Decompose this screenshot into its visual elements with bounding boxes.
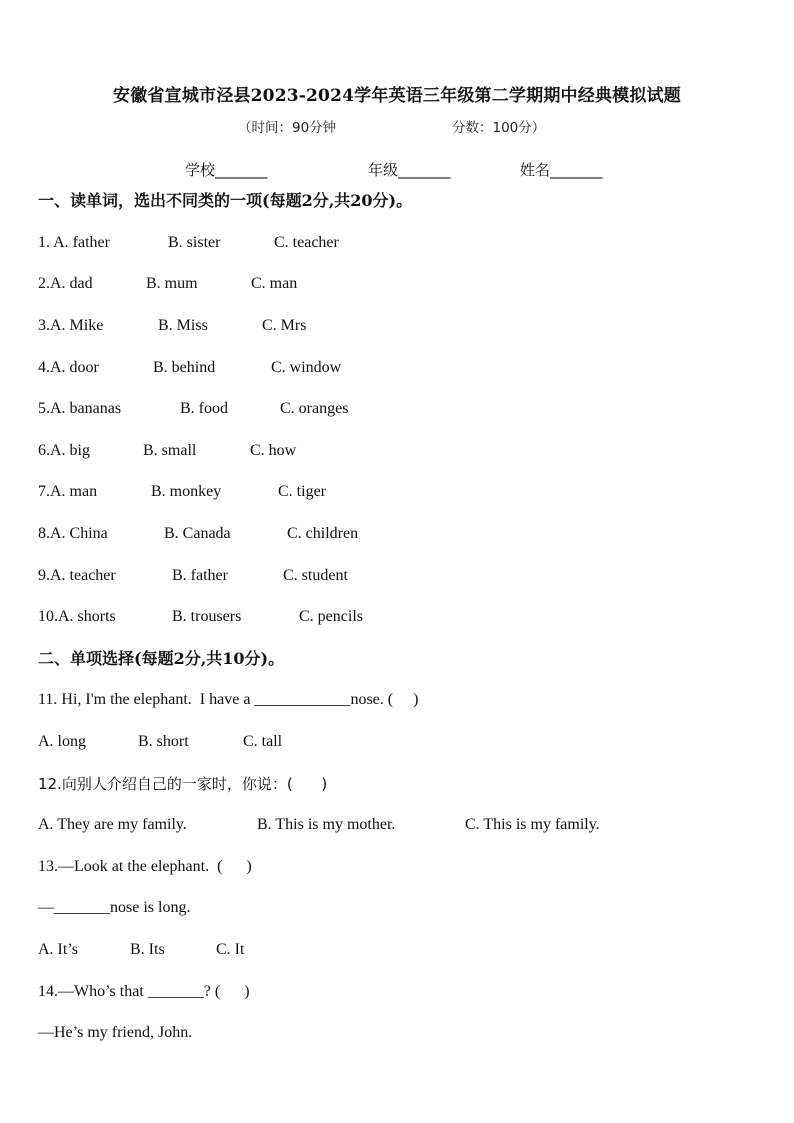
- question-13-stem: 13.—Look at the elephant. ( ): [38, 858, 252, 875]
- question-4-option-b: B. behind: [153, 359, 216, 376]
- question-6-option-b: B. small: [143, 442, 197, 459]
- question-2-option-a: 2.A. dad: [38, 275, 93, 292]
- question-4-option-c: C. window: [271, 359, 342, 376]
- question-8-option-a: 8.A. China: [38, 525, 108, 542]
- question-13-option-b: B. Its: [130, 941, 165, 958]
- question-8-option-c: C. children: [287, 525, 359, 542]
- question-1-option-a: 1. A. father: [38, 234, 110, 251]
- exam-score: 分数：100分）: [452, 120, 546, 136]
- exam-time: （时间：90分钟: [238, 120, 337, 136]
- question-14-line-2: —He’s my friend, John.: [38, 1024, 193, 1041]
- question-10-option-b: B. trousers: [172, 608, 242, 625]
- question-12-option-a: A. They are my family.: [38, 816, 187, 833]
- question-3-option-c: C. Mrs: [262, 317, 307, 334]
- question-7-option-c: C. tiger: [278, 483, 326, 500]
- question-12-option-b: B. This is my mother.: [257, 816, 396, 833]
- question-4-option-a: 4.A. door: [38, 359, 99, 376]
- exam-title: 安徽省宣城市泾县2023-2024学年英语三年级第二学期期中经典模拟试题: [113, 86, 681, 106]
- question-9-option-c: C. student: [283, 567, 348, 584]
- question-5-option-a: 5.A. bananas: [38, 400, 122, 417]
- question-6-option-c: C. how: [250, 442, 297, 459]
- grade-field: 年级_______: [368, 161, 451, 179]
- question-13-option-c: C. It: [216, 941, 245, 958]
- question-8-option-b: B. Canada: [164, 525, 231, 542]
- question-1-option-c: C. teacher: [274, 234, 339, 251]
- question-7-option-a: 7.A. man: [38, 483, 98, 500]
- question-2-option-c: C. man: [251, 275, 298, 292]
- section-2-heading: 二、单项选择(每题2分,共10分)。: [38, 649, 285, 668]
- question-10-option-c: C. pencils: [299, 608, 363, 625]
- question-3-option-a: 3.A. Mike: [38, 317, 104, 334]
- question-11-stem: 11. Hi, I'm the elephant. I have a ____________nose. ( ): [38, 691, 419, 708]
- name-field: 姓名_______: [520, 161, 603, 179]
- section-1-heading: 一、读单词，选出不同类的一项(每题2分,共20分)。: [38, 191, 413, 210]
- question-12-stem: 12.向别人介绍自己的一家时，你说：( ): [38, 775, 328, 793]
- question-11-option-a: A. long: [38, 733, 86, 750]
- question-14-stem: 14.—Who’s that _______? ( ): [38, 983, 250, 1000]
- question-7-option-b: B. monkey: [151, 483, 222, 500]
- question-9-option-b: B. father: [172, 567, 228, 584]
- question-1-option-b: B. sister: [168, 234, 221, 251]
- question-13-line-2: —_______nose is long.: [38, 899, 191, 916]
- question-12-option-c: C. This is my family.: [465, 816, 600, 833]
- question-5-option-b: B. food: [180, 400, 228, 417]
- question-3-option-b: B. Miss: [158, 317, 208, 334]
- question-6-option-a: 6.A. big: [38, 442, 90, 459]
- question-11-option-b: B. short: [138, 733, 189, 750]
- question-5-option-c: C. oranges: [280, 400, 349, 417]
- question-10-option-a: 10.A. shorts: [38, 608, 116, 625]
- question-13-option-a: A. It’s: [38, 941, 78, 958]
- question-11-option-c: C. tall: [243, 733, 283, 750]
- question-9-option-a: 9.A. teacher: [38, 567, 116, 584]
- question-2-option-b: B. mum: [146, 275, 198, 292]
- school-field: 学校_______: [185, 161, 268, 179]
